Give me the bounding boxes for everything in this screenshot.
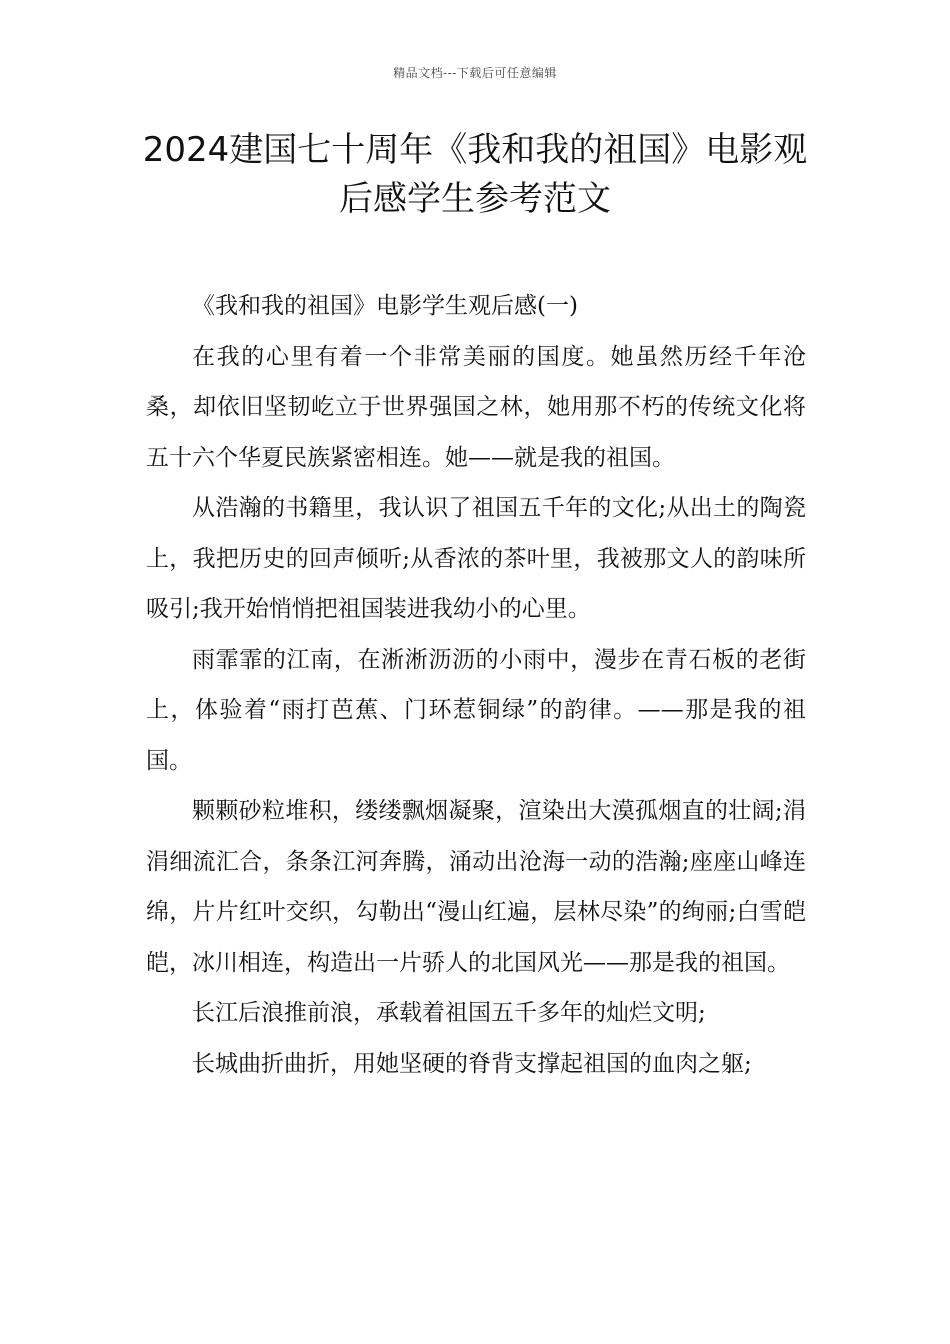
paragraph: 从浩瀚的书籍里，我认识了祖国五千年的文化;从出土的陶瓷上，我把历史的回声倾听;从香浓的茶叶里，我被那文人的韵味所吸引;我开始悄悄把祖国装进我幼小的心里。 — [146, 495, 806, 622]
page-header: 精品文档---下载后可任意编辑 — [393, 66, 557, 80]
document-body — [146, 281, 806, 1089]
paragraph: 颗颗砂粒堆积，缕缕飘烟凝聚，渲染出大漠孤烟直的壮阔;涓涓细流汇合，条条江河奔腾，涌动出沧海一动的浩瀚;座座山峰连绵，片片红叶交织，勾勒出“漫山红遍，层林尽染”的绚丽;白雪皑皑，冰川相连，构造出一片骄人的北国风光——那是我的祖国。 — [146, 798, 806, 976]
paragraph: 长江后浪推前浪，承载着祖国五千多年的灿烂文明; — [192, 1000, 706, 1026]
document-title: 2024建国七十周年《我和我的祖国》电影观后感学生参考范文 — [142, 130, 808, 219]
paragraph: 长城曲折曲折，用她坚硬的脊背支撑起祖国的血肉之躯; — [192, 1050, 752, 1077]
paragraph: 在我的心里有着一个非常美丽的国度。她虽然历经千年沧桑，却依旧坚韧屹立于世界强国之林，她用那不朽的传统文化将五十六个华夏民族紧密相连。她——就是我的祖国。 — [146, 343, 806, 471]
section-subtitle: 《我和我的祖国》电影学生观后感(一) — [192, 293, 578, 319]
paragraph: 雨霏霏的江南，在淅淅沥沥的小雨中，漫步在青石板的老街上，体验着“雨打芭蕉、门环惹铜绿”的韵律。——那是我的祖国。 — [146, 646, 806, 774]
